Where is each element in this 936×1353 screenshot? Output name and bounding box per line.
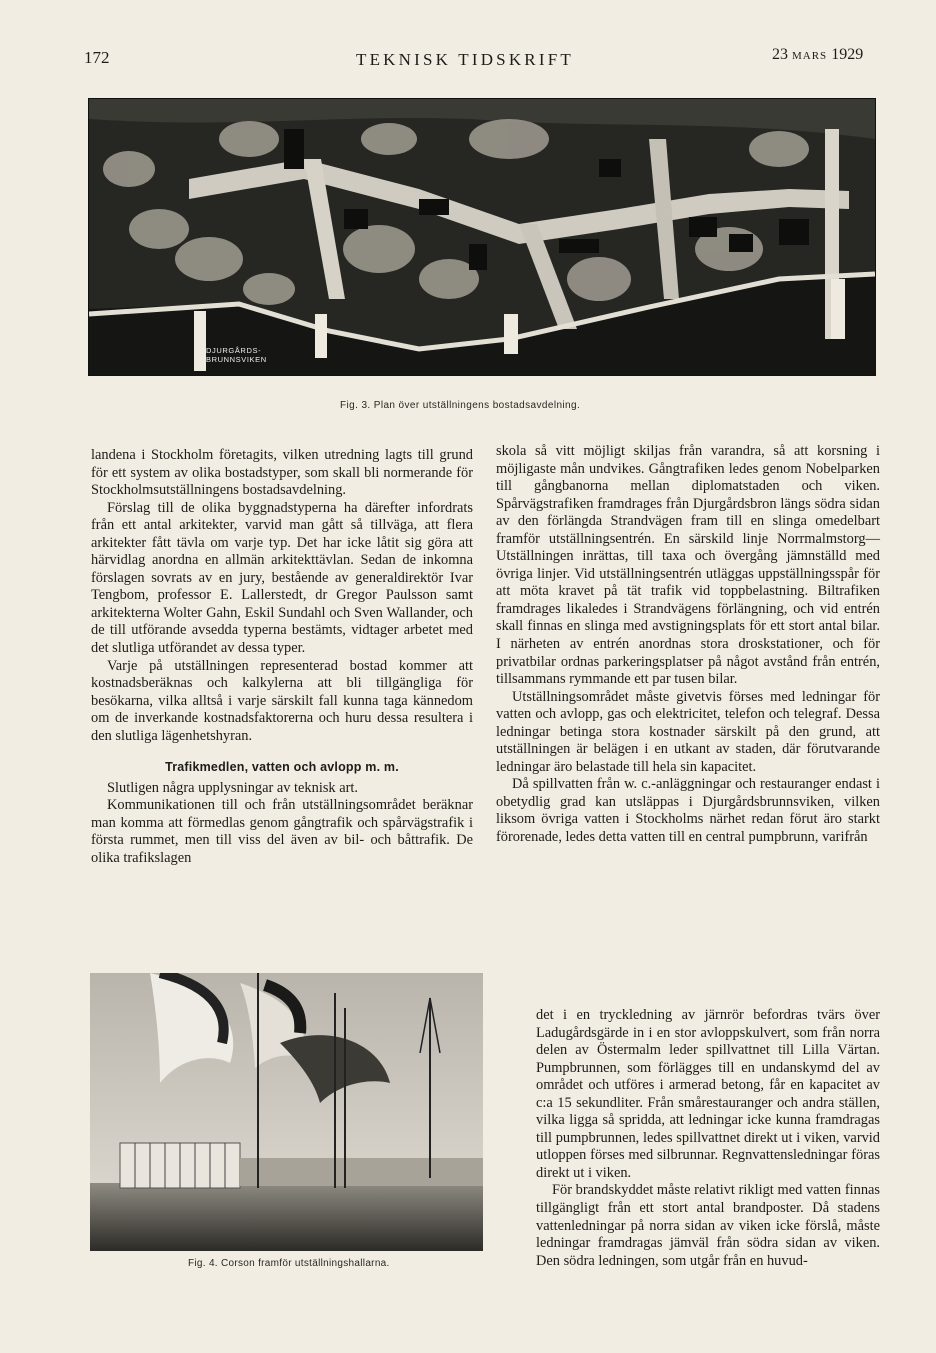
figure-3-caption: Fig. 3. Plan över utställningens bostadsavdelning. [340,400,581,411]
map-legend [206,346,278,364]
map-legend-line-2: BRUNNSVIKEN [206,355,267,364]
right-paragraph: För brandskyddet måste relativt rikligt med vatten finnas tillgängligt från ett stort antal brandposter. Då stadens vattenledningar på norra sidan av viken icke förslå, måste ledningar framdragas jämväl från södra sidan av viken. Den södra ledningen, som utgår från en huvud- [536,1182,880,1269]
left-paragraph: landena i Stockholm företagits, vilken utredning lagts till grund för ett system av olika bostadstyper, som skall bli normerande för Stockholmsutställningens bostadsavdelning. [91,447,473,499]
left-paragraph: Varje på utställningen representerad bostad kommer att kostnadsberäknas och kalkylerna att bli tillgängliga för besökarna, vilka alltså i varje särskilt fall kunna taga kännedom om de inverkande kostnadsfaktorerna och huru dessa resultera i den slutliga lägenhetshyran. [91,657,473,744]
map-legend-line-1: DJURGÅRDS- [206,346,262,355]
issue-date-day: 23 [772,46,788,63]
figure-4-caption: Fig. 4. Corson framför utställningshallarna. [188,1258,390,1269]
left-paragraph: Förslag till de olika byggnadstyperna ha därefter infordrats från ett antal arkitekter, varvid man gått så tillväga, att flera arkitekter fått tävla om varje typ. Det har icke låtit sig göra att härvidlag anordna en allmän arkitekttävlan. Sedan de inkomna förslagen sovrats av en jury, bestående av generaldirektör Ivar Tengbom, professor E. Lallerstedt, dr Gregor Paulsson samt arkitekterna Wolter Gahn, Eskil Sundahl och Sven Wallander, och de till utförande avsedda typerna bestämts, vidtager arbetet med det slutliga utförandet av dessa typer. [91,499,473,657]
north-mark: N [199,313,205,322]
page-number: 172 [84,48,110,67]
issue-date-month: MARS [792,50,828,62]
figure-3-site-plan [88,98,876,376]
section-heading: Trafikmedlen, vatten och avlopp m. m. [165,760,399,775]
right-paragraph: Utställningsområdet måste givetvis förses med ledningar för vatten och avlopp, gas och elektricitet, telefon och telegraf. Dessa ledningar betinga stora kostnader särskilt på den grund, att utställningen är belägen i en utkant av staden, där förutvarande ledningar äro belastade till hela sin kapacitet. [496,688,880,775]
left-paragraph: Kommunikationen till och från utställningsområdet beräknar man komma att förmedlas genom gångtrafik och spårvägstrafik i första rummet, men till viss del även av bil- och båttrafik. De olika trafikslagen [91,797,473,867]
right-column [496,443,880,847]
right-column-lower [536,1007,880,1270]
journal-title: TEKNISK TIDSKRIFT [356,50,574,69]
left-column [91,447,473,868]
issue-date-year: 1929 [831,46,864,63]
right-paragraph: det i en tryckledning av järnrör befordras tvärs över Ladugårdsgärde in i en stor avloppskulvert, som från norra delen av Östermalm leder spillvattnet till Lilla Värtan. Pumpbrunnen, som förlägges till en undanskymd del av området och utföres i armerad betong, får en kapacitet av c:a 15 sekundliter. Från smårestauranger och andra ställen, vilka ligga så spridda, att ledningar icke kunna framdragas till pumpbrunnen, ledes spillvattnet direkt ut i viken, varvid utloppen förses med silbrunnar. Regnvattensledningar föras direkt ut i viken. [536,1007,880,1181]
right-paragraph: skola så vitt möjligt skiljas från varandra, så att korsning i möjligaste mån undvikes. Gångtrafiken ledes genom Nobelparken till gångbanorna mellan diplomatstaden och viken. Spårvägstrafiken framdrages från Djurgårdsbron längs södra sidan av den förlängda Strandvägen fram till en slinga omedelbart framför utställningsentrén. En särskild linje Norrmalmstorg—Utställningen inrättas, till taxa och övergång jämnställd med övriga linjer. Vid utställningsentrén utläggas uppställningsspår för att möta kravet på tät trafik vid toppbelastning. Biltrafiken framdrages likaledes i Strandvägens förlängning, och vid entrén skall finnas en slinga med avstigningsplats för ett stort antal bilar. I närheten av entrén anordnas stora droskstationer, och för privatbilar ordnas parkeringsplatser på något avstånd från entrén, tillsammans rymmande ett par tusen bilar. [496,443,880,688]
left-paragraph: Slutligen några upplysningar av teknisk art. [107,779,358,796]
issue-date [772,46,863,64]
figure-4-photo [90,973,483,1251]
right-paragraph: Då spillvatten från w. c.-anläggningar och restauranger endast i obetydlig grad kan utsläppas i Djurgårdsbrunnsviken, vilken liksom övriga vatten i Stockholms närhet redan förut äro starkt förorenade, ledes detta vatten till en central pumpbrunn, varifrån [496,776,880,846]
